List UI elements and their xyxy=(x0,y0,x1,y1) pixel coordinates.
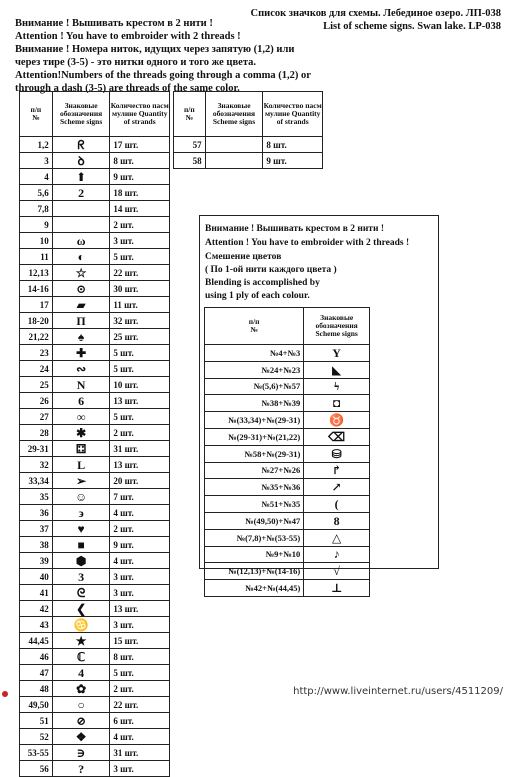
blending-table xyxy=(204,307,370,597)
scheme-sign: ↗ xyxy=(304,479,370,496)
scheme-sign: ❮ xyxy=(52,601,110,617)
thread-number: 3 xyxy=(20,153,53,169)
table-row xyxy=(20,249,170,265)
table-row xyxy=(20,713,170,729)
note-en-1: Attention!Numbers of the threads going through a comma (1,2) or xyxy=(15,70,311,81)
strand-quantity: 5 шт. xyxy=(110,665,170,681)
scheme-sign: ✱ xyxy=(52,425,110,441)
blend-col-sign-header: Знаковые обозначения Scheme signs xyxy=(304,308,370,345)
signs-table-main-body xyxy=(20,137,170,777)
scheme-sign: △ xyxy=(304,529,370,546)
table-row xyxy=(174,153,323,169)
strand-quantity: 9 шт. xyxy=(110,169,170,185)
table-row xyxy=(20,137,170,153)
scheme-sign: ⊙ xyxy=(52,281,110,297)
blending-box xyxy=(199,215,439,596)
table-row xyxy=(20,393,170,409)
scheme-sign: 2 xyxy=(52,185,110,201)
col-qty-header: Количество пасм мулине Quantity of strands xyxy=(110,92,170,137)
box-blend-note-ru: ( По 1-ой нити каждого цвета ) xyxy=(205,265,337,275)
strand-quantity: 8 шт. xyxy=(263,137,323,153)
scheme-sign: ∾ xyxy=(52,361,110,377)
thread-number: 56 xyxy=(20,761,53,777)
scheme-sign: L xyxy=(52,457,110,473)
table-row xyxy=(20,345,170,361)
scheme-sign: ↱ xyxy=(304,462,370,479)
box-blend-title-ru: Смешение цветов xyxy=(205,252,282,262)
scheme-sign: Y xyxy=(304,345,370,362)
scheme-sign: ⬢ xyxy=(52,553,110,569)
table-row xyxy=(205,361,370,378)
thread-number: 44,45 xyxy=(20,633,53,649)
strand-quantity: 3 шт. xyxy=(110,569,170,585)
thread-number: 9 xyxy=(20,217,53,233)
table-row xyxy=(20,761,170,777)
table-row xyxy=(205,580,370,597)
thread-number: 29-31 xyxy=(20,441,53,457)
blend-formula: №9+№10 xyxy=(205,546,304,563)
strand-quantity: 5 шт. xyxy=(110,361,170,377)
blend-formula: №(33,34)+№(29-31) xyxy=(205,412,304,429)
signs-table-extra-body xyxy=(174,137,323,169)
strand-quantity: 17 шт. xyxy=(110,137,170,153)
strand-quantity: 7 шт. xyxy=(110,489,170,505)
table-row xyxy=(20,425,170,441)
title-ru: Список значков для схемы. Лебединое озеро. ЛП-038 xyxy=(250,8,501,19)
strand-quantity: 2 шт. xyxy=(110,425,170,441)
strand-quantity: 10 шт. xyxy=(110,377,170,393)
table-row xyxy=(20,729,170,745)
table-row xyxy=(20,665,170,681)
scheme-sign: ∋ xyxy=(52,745,110,761)
strand-quantity: 2 шт. xyxy=(110,521,170,537)
table-row xyxy=(205,395,370,412)
scheme-sign: ☺ xyxy=(52,489,110,505)
scheme-sign: ϶ xyxy=(52,505,110,521)
blend-formula: №(12,13)+№(14-16) xyxy=(205,563,304,580)
warning-ru: Внимание ! Вышивать крестом в 2 нити ! xyxy=(15,18,213,29)
table-row xyxy=(20,297,170,313)
scheme-sign: ♥ xyxy=(52,521,110,537)
scheme-sign: ◘ xyxy=(304,395,370,412)
blend-formula: №38+№39 xyxy=(205,395,304,412)
thread-number: 43 xyxy=(20,617,53,633)
strand-quantity: 31 шт. xyxy=(110,441,170,457)
table-row xyxy=(205,412,370,429)
scheme-sign: ℂ xyxy=(52,649,110,665)
scheme-sign: ♪ xyxy=(304,546,370,563)
scheme-sign: 4 xyxy=(52,665,110,681)
table-row xyxy=(205,496,370,513)
scheme-sign: ω xyxy=(52,233,110,249)
box-warning-ru: Внимание ! Вышивать крестом в 2 нити ! xyxy=(205,224,384,234)
scheme-sign: ◣ xyxy=(304,361,370,378)
corner-mark xyxy=(2,691,8,697)
blend-formula: №24+№23 xyxy=(205,361,304,378)
scheme-sign: ᘓ xyxy=(52,585,110,601)
strand-quantity: 22 шт. xyxy=(110,697,170,713)
strand-quantity: 3 шт. xyxy=(110,617,170,633)
scheme-sign: ⛁ xyxy=(304,445,370,462)
thread-number: 4 xyxy=(20,169,53,185)
table-row xyxy=(20,457,170,473)
table-row xyxy=(20,585,170,601)
thread-number: 39 xyxy=(20,553,53,569)
thread-number: 52 xyxy=(20,729,53,745)
scheme-sign: ϟ xyxy=(304,378,370,395)
table-row xyxy=(20,361,170,377)
table-row xyxy=(205,445,370,462)
col-sign-header: Знаковые обозначения Scheme signs xyxy=(205,92,263,137)
strand-quantity: 3 шт. xyxy=(110,761,170,777)
table-row xyxy=(205,512,370,529)
blend-formula: №35+№36 xyxy=(205,479,304,496)
thread-number: 38 xyxy=(20,537,53,553)
strand-quantity: 14 шт. xyxy=(110,201,170,217)
thread-number: 25 xyxy=(20,377,53,393)
note-en-2: through a dash (3-5) are threads of the same color. xyxy=(15,83,240,94)
scheme-sign xyxy=(205,137,263,153)
thread-number: 12,13 xyxy=(20,265,53,281)
strand-quantity: 8 шт. xyxy=(110,153,170,169)
table-row xyxy=(20,649,170,665)
title-en: List of scheme signs. Swan lake. LP-038 xyxy=(323,21,501,32)
blend-formula: №27+№26 xyxy=(205,462,304,479)
scheme-sign xyxy=(52,217,110,233)
scheme-sign: ✚ xyxy=(52,345,110,361)
thread-number: 32 xyxy=(20,457,53,473)
thread-number: 57 xyxy=(174,137,206,153)
thread-number: 40 xyxy=(20,569,53,585)
col-sign-header: Знаковые обозначения Scheme signs xyxy=(52,92,110,137)
scheme-sign: ▰ xyxy=(52,297,110,313)
table-row xyxy=(20,153,170,169)
strand-quantity: 4 шт. xyxy=(110,553,170,569)
strand-quantity: 2 шт. xyxy=(110,217,170,233)
blend-formula: №51+№35 xyxy=(205,496,304,513)
table-row xyxy=(205,479,370,496)
blend-col-num-header: п/п № xyxy=(205,308,304,345)
strand-quantity: 15 шт. xyxy=(110,633,170,649)
strand-quantity: 22 шт. xyxy=(110,265,170,281)
scheme-sign: ★ xyxy=(52,633,110,649)
table-row xyxy=(205,546,370,563)
col-num-header: п/п № xyxy=(20,92,53,137)
thread-number: 37 xyxy=(20,521,53,537)
note-ru-1: Внимание ! Номера ниток, идущих через запятую (1,2) или xyxy=(15,44,295,55)
strand-quantity: 25 шт. xyxy=(110,329,170,345)
watermark-url: http://www.liveinternet.ru/users/4511209/ xyxy=(293,686,503,697)
thread-number: 18-20 xyxy=(20,313,53,329)
thread-number: 17 xyxy=(20,297,53,313)
signs-table-main xyxy=(19,91,170,777)
strand-quantity: 5 шт. xyxy=(110,409,170,425)
table-row xyxy=(205,563,370,580)
scheme-sign: ( xyxy=(304,496,370,513)
box-blend-note-en-1: Blending is accomplished by xyxy=(205,278,320,288)
thread-number: 26 xyxy=(20,393,53,409)
scheme-sign: ♉ xyxy=(304,412,370,429)
blend-formula: №58+№(29-31) xyxy=(205,445,304,462)
strand-quantity: 31 шт. xyxy=(110,745,170,761)
thread-number: 42 xyxy=(20,601,53,617)
table-row xyxy=(20,441,170,457)
thread-number: 28 xyxy=(20,425,53,441)
table-row xyxy=(20,697,170,713)
strand-quantity: 18 шт. xyxy=(110,185,170,201)
scheme-sign: ■ xyxy=(52,537,110,553)
thread-number: 33,34 xyxy=(20,473,53,489)
scheme-sign: ∞ xyxy=(52,409,110,425)
thread-number: 51 xyxy=(20,713,53,729)
table-row xyxy=(20,633,170,649)
table-row xyxy=(205,462,370,479)
scheme-sign: N xyxy=(52,377,110,393)
table-row xyxy=(20,745,170,761)
scheme-sign: ⬆ xyxy=(52,169,110,185)
thread-number: 1,2 xyxy=(20,137,53,153)
table-row xyxy=(20,169,170,185)
scheme-sign: ꝺ xyxy=(52,153,110,169)
table-row xyxy=(205,428,370,445)
thread-number: 24 xyxy=(20,361,53,377)
scheme-sign: ⊥ xyxy=(304,580,370,597)
strand-quantity: 6 шт. xyxy=(110,713,170,729)
thread-number: 58 xyxy=(174,153,206,169)
thread-number: 49,50 xyxy=(20,697,53,713)
thread-number: 14-16 xyxy=(20,281,53,297)
thread-number: 27 xyxy=(20,409,53,425)
warning-en: Attention ! You have to embroider with 2 threads ! xyxy=(15,31,241,42)
scheme-sign xyxy=(205,153,263,169)
strand-quantity: 9 шт. xyxy=(263,153,323,169)
blend-formula: №(7,8)+№(53-55) xyxy=(205,529,304,546)
strand-quantity: 3 шт. xyxy=(110,233,170,249)
scheme-sign: ♋ xyxy=(52,617,110,633)
thread-number: 47 xyxy=(20,665,53,681)
table-row xyxy=(20,505,170,521)
scheme-sign: 8 xyxy=(304,512,370,529)
table-row xyxy=(20,185,170,201)
table-row xyxy=(20,409,170,425)
table-row xyxy=(20,233,170,249)
scheme-sign: ⊘ xyxy=(52,713,110,729)
strand-quantity: 20 шт. xyxy=(110,473,170,489)
scheme-sign: ☆ xyxy=(52,265,110,281)
table-row xyxy=(20,537,170,553)
strand-quantity: 13 шт. xyxy=(110,601,170,617)
scheme-sign: 6 xyxy=(52,393,110,409)
table-row xyxy=(20,601,170,617)
scheme-sign: ♠ xyxy=(52,329,110,345)
table-row xyxy=(174,137,323,153)
strand-quantity: 13 шт. xyxy=(110,393,170,409)
strand-quantity: 4 шт. xyxy=(110,505,170,521)
table-row xyxy=(20,313,170,329)
thread-number: 46 xyxy=(20,649,53,665)
thread-number: 7,8 xyxy=(20,201,53,217)
table-row xyxy=(20,281,170,297)
table-row xyxy=(20,681,170,697)
strand-quantity: 30 шт. xyxy=(110,281,170,297)
table-row xyxy=(20,553,170,569)
table-row xyxy=(20,521,170,537)
table-row xyxy=(20,489,170,505)
thread-number: 5,6 xyxy=(20,185,53,201)
thread-number: 10 xyxy=(20,233,53,249)
note-ru-2: через тире (3-5) - это нитки одного и того же цвета. xyxy=(15,57,256,68)
scheme-sign: ᖇ xyxy=(52,137,110,153)
scheme-sign: ? xyxy=(52,761,110,777)
thread-number: 48 xyxy=(20,681,53,697)
scheme-sign: ⚃ xyxy=(52,441,110,457)
scheme-sign: ◐ xyxy=(52,249,110,265)
thread-number: 53-55 xyxy=(20,745,53,761)
table-row xyxy=(20,473,170,489)
table-row xyxy=(205,345,370,362)
scheme-sign: 3 xyxy=(52,569,110,585)
strand-quantity: 5 шт. xyxy=(110,249,170,265)
strand-quantity: 32 шт. xyxy=(110,313,170,329)
thread-number: 23 xyxy=(20,345,53,361)
table-row xyxy=(20,201,170,217)
scheme-sign: ✿ xyxy=(52,681,110,697)
col-qty-header: Количество пасм мулине Quantity of strands xyxy=(263,92,323,137)
blend-formula: №4+№3 xyxy=(205,345,304,362)
strand-quantity: 3 шт. xyxy=(110,585,170,601)
strand-quantity: 4 шт. xyxy=(110,729,170,745)
blend-formula: №(5,6)+№57 xyxy=(205,378,304,395)
strand-quantity: 11 шт. xyxy=(110,297,170,313)
scheme-sign: Π xyxy=(52,313,110,329)
strand-quantity: 2 шт. xyxy=(110,681,170,697)
table-row xyxy=(20,377,170,393)
scheme-sign: ⌫ xyxy=(304,428,370,445)
signs-table-extra xyxy=(173,91,323,169)
table-row xyxy=(20,265,170,281)
scheme-sign: ➢ xyxy=(52,473,110,489)
scheme-sign: ❖ xyxy=(52,729,110,745)
table-row xyxy=(205,378,370,395)
blend-formula: №42+№(44,45) xyxy=(205,580,304,597)
scheme-sign: ○ xyxy=(52,697,110,713)
thread-number: 36 xyxy=(20,505,53,521)
strand-quantity: 8 шт. xyxy=(110,649,170,665)
table-row xyxy=(20,329,170,345)
scheme-sign: √ xyxy=(304,563,370,580)
table-row xyxy=(20,617,170,633)
blend-formula: №(29-31)+№(21,22) xyxy=(205,428,304,445)
box-blend-note-en-2: using 1 ply of each colour. xyxy=(205,291,310,301)
strand-quantity: 13 шт. xyxy=(110,457,170,473)
thread-number: 35 xyxy=(20,489,53,505)
thread-number: 21,22 xyxy=(20,329,53,345)
thread-number: 11 xyxy=(20,249,53,265)
col-num-header: п/п № xyxy=(174,92,206,137)
blend-formula: №(49,50)+№47 xyxy=(205,512,304,529)
thread-number: 41 xyxy=(20,585,53,601)
strand-quantity: 5 шт. xyxy=(110,345,170,361)
table-row xyxy=(20,569,170,585)
strand-quantity: 9 шт. xyxy=(110,537,170,553)
table-row xyxy=(20,217,170,233)
table-row xyxy=(205,529,370,546)
box-warning-en: Attention ! You have to embroider with 2 threads ! xyxy=(205,238,410,248)
scheme-sign xyxy=(52,201,110,217)
blending-table-body xyxy=(205,345,370,597)
